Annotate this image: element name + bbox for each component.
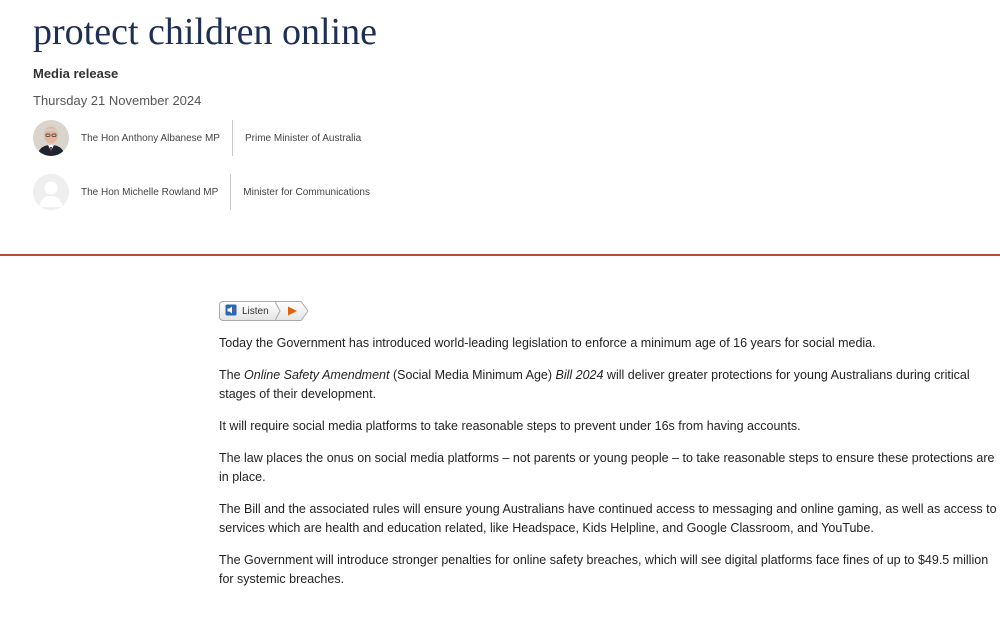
paragraph: The law places the onus on social media platforms – not parents or young people – to take reasonable steps to ensure these protections are in place. bbox=[219, 451, 995, 484]
listen-label-box[interactable] bbox=[219, 301, 275, 321]
release-type-label: Media release bbox=[33, 66, 119, 81]
minister-rowland[interactable] bbox=[33, 172, 370, 212]
person-photo-icon bbox=[33, 120, 69, 156]
page-header bbox=[0, 0, 1000, 254]
play-button[interactable] bbox=[275, 301, 309, 321]
paragraph: The Online Safety Amendment (Social Media Minimum Age) Bill 2024 will deliver greater protections for young Australians during critical stages of their development. bbox=[219, 368, 970, 401]
article-body bbox=[219, 334, 999, 602]
release-date: Thursday 21 November 2024 bbox=[33, 93, 202, 108]
paragraph: The Bill and the associated rules will ensure young Australians have continued access to messaging and online gaming, as well as access to services which are health and education related, like Headspace, Kids Helpline, and Google Classroom, and YouTube. bbox=[219, 502, 997, 535]
minister-divider bbox=[232, 120, 233, 156]
speaker-icon bbox=[225, 304, 237, 319]
person-placeholder-icon bbox=[33, 174, 69, 210]
minister-role: Prime Minister of Australia bbox=[244, 132, 362, 144]
minister-name[interactable]: The Hon Anthony Albanese MP bbox=[81, 132, 220, 144]
page-title: protect children online bbox=[33, 11, 377, 53]
paragraph: Today the Government has introduced world-leading legislation to enforce a minimum age of 16 years for social media. bbox=[219, 336, 876, 350]
header-divider bbox=[0, 254, 1000, 256]
minister-albanese[interactable] bbox=[33, 118, 361, 158]
paragraph: The Government will introduce stronger penalties for online safety breaches, which will see digital platforms face fines of up to $49.5 million for systemic breaches. bbox=[219, 553, 989, 586]
listen-label[interactable]: Listen bbox=[242, 305, 269, 317]
paragraph: It will require social media platforms to take reasonable steps to prevent under 16s from having accounts. bbox=[219, 419, 801, 433]
minister-role: Minister for Communications bbox=[243, 186, 370, 198]
minister-divider bbox=[230, 174, 231, 210]
listen-button[interactable] bbox=[219, 301, 309, 321]
minister-name[interactable]: The Hon Michelle Rowland MP bbox=[81, 186, 219, 198]
